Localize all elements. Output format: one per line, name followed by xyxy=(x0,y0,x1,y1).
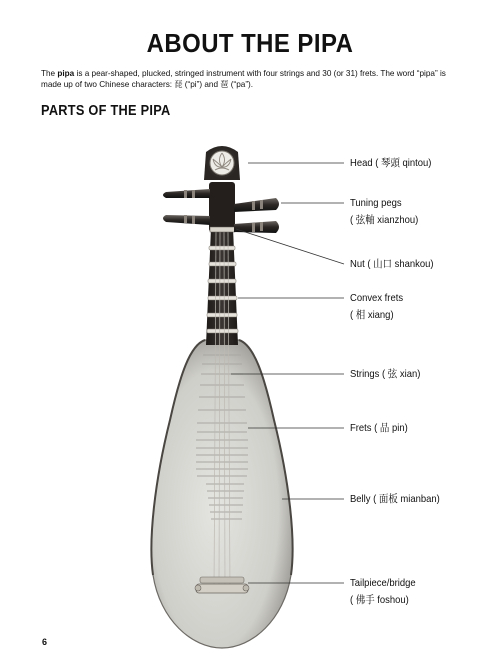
pipa-body xyxy=(151,340,292,648)
intro-after: is a pear-shaped, plucked, stringed instrument with four strings and 30 (or 31) frets. The word “pipa” is made up of two Chinese characters: 琵 (“pi”) and 琶 (“pa”). xyxy=(41,69,446,89)
pipa-nut xyxy=(210,227,235,232)
intro-lead-word: pipa xyxy=(57,69,75,78)
pipa-head xyxy=(204,146,240,180)
pipa-neck xyxy=(206,228,238,345)
label-head: Head ( 琴頭 qintou) xyxy=(350,157,432,169)
page-title: ABOUT THE PIPA xyxy=(146,28,354,58)
label-convex-frets: Convex frets ( 相 xiang) xyxy=(350,292,404,321)
label-frets: Frets ( 品 pin) xyxy=(350,422,408,434)
label-nut: Nut ( 山口 shankou) xyxy=(350,258,434,270)
label-tailpiece: Tailpiece/bridge ( 佛手 foshou) xyxy=(350,577,416,606)
label-belly: Belly ( 面板 mianban) xyxy=(350,493,440,505)
intro-before: The xyxy=(41,69,58,78)
page-number: 6 xyxy=(42,637,48,647)
section-heading: PARTS OF THE PIPA xyxy=(41,103,171,119)
pipa-tailpiece xyxy=(195,577,249,593)
label-tuning-pegs: Tuning pegs ( 弦軸 xianzhou) xyxy=(350,197,419,226)
label-strings: Strings ( 弦 xian) xyxy=(350,368,421,380)
